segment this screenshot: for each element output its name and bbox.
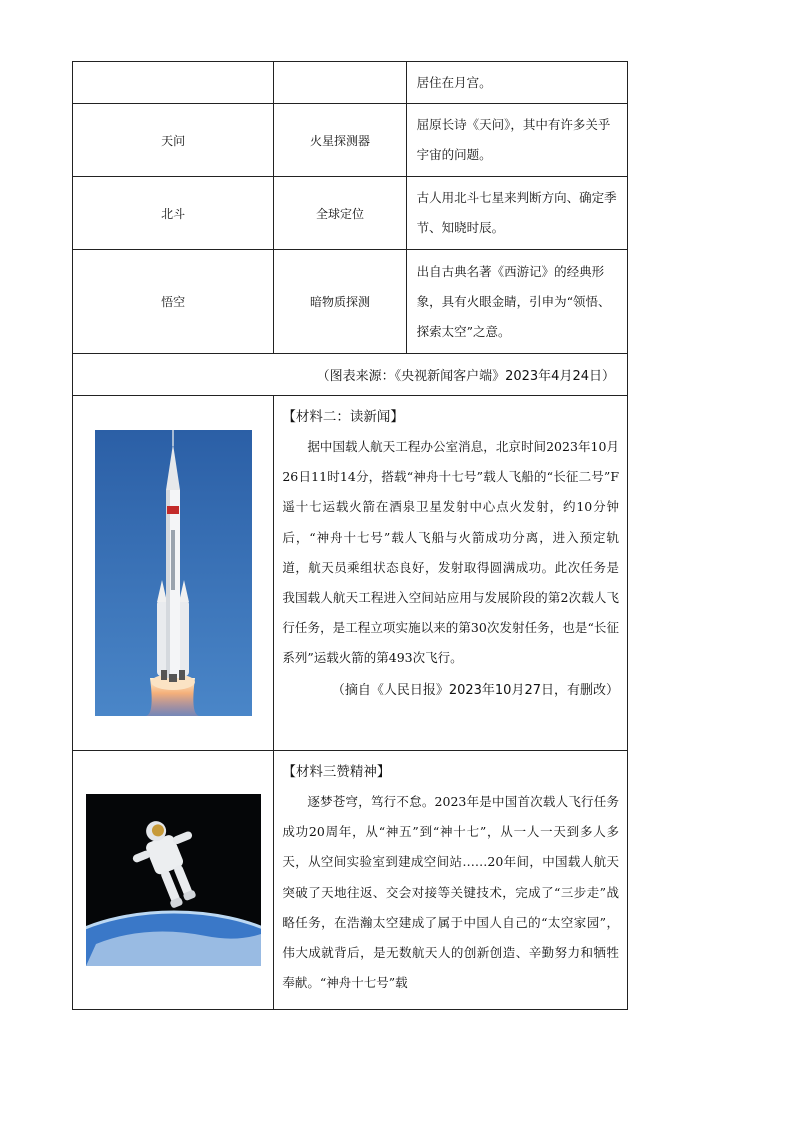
table-row xyxy=(73,104,628,177)
name-cell: 北斗 xyxy=(73,177,274,250)
material-three-heading: 【材料三赞精神】 xyxy=(282,764,391,780)
mission-cell xyxy=(274,62,406,104)
rocket-launch-image xyxy=(95,430,252,716)
material-three-body: 逐梦苍穹，笃行不怠。2023年是中国首次载人飞行任务成功20周年，从“神五”到“神十七”，从一人一天到多人多天，从空间实验室到建成空间站……20年间，中国载人航天突破了天地往返、交会对接等关键技术，完成了“三步走”战略任务，在浩瀚太空建成了属于中国人自己的“太空家园”，伟大成就背后，是无数航天人的创新创造、辛勤努力和牺牲奉献。“神舟十七号”载 xyxy=(282,794,619,991)
origin-cell: 古人用北斗七星来判断方向、确定季节、知晓时辰。 xyxy=(406,177,627,250)
astronaut-image-cell xyxy=(73,751,274,1010)
mission-cell: 全球定位 xyxy=(274,177,406,250)
material-two-cell xyxy=(274,396,628,751)
material-two-heading: 【材料二：读新闻】 xyxy=(282,409,404,425)
table-row xyxy=(73,177,628,250)
astronaut-spacewalk-image xyxy=(86,794,261,966)
table-row xyxy=(73,250,628,354)
name-cell xyxy=(73,62,274,104)
mission-cell: 暗物质探测 xyxy=(274,250,406,354)
name-cell: 天问 xyxy=(73,104,274,177)
space-naming-table xyxy=(72,61,628,1010)
mission-cell: 火星探测器 xyxy=(274,104,406,177)
source-row xyxy=(73,354,628,396)
material-two-row xyxy=(73,396,628,751)
table-row xyxy=(73,62,628,104)
material-three-row xyxy=(73,751,628,1010)
material-two-citation: （摘自《人民日报》2023年10月27日，有删改） xyxy=(331,682,619,698)
material-three-cell xyxy=(274,751,628,1010)
origin-cell: 屈原长诗《天问》，其中有许多关乎宇宙的问题。 xyxy=(406,104,627,177)
chart-source-note: （图表来源：《央视新闻客户端》2023年4月24日） xyxy=(73,354,628,396)
material-two-body: 据中国载人航天工程办公室消息，北京时间2023年10月26日11时14分，搭载“神舟十七号”载人飞船的“长征二号”F遥十七运载火箭在酒泉卫星发射中心点火发射，约10分钟后，“神舟十七号”载人飞船与火箭成功分离，进入预定轨道，航天员乘组状态良好，发射取得圆满成功。此次任务是我国载人航天工程进入空间站应用与发展阶段的第2次载人飞行任务，是工程立项实施以来的第30次发射任务，也是“长征系列”运载火箭的第493次飞行。 xyxy=(282,439,619,666)
name-cell: 悟空 xyxy=(73,250,274,354)
origin-cell: 出自古典名著《西游记》的经典形象，具有火眼金睛，引申为“领悟、探索太空”之意。 xyxy=(406,250,627,354)
origin-cell: 居住在月宫。 xyxy=(406,62,627,104)
rocket-image-cell xyxy=(73,396,274,751)
